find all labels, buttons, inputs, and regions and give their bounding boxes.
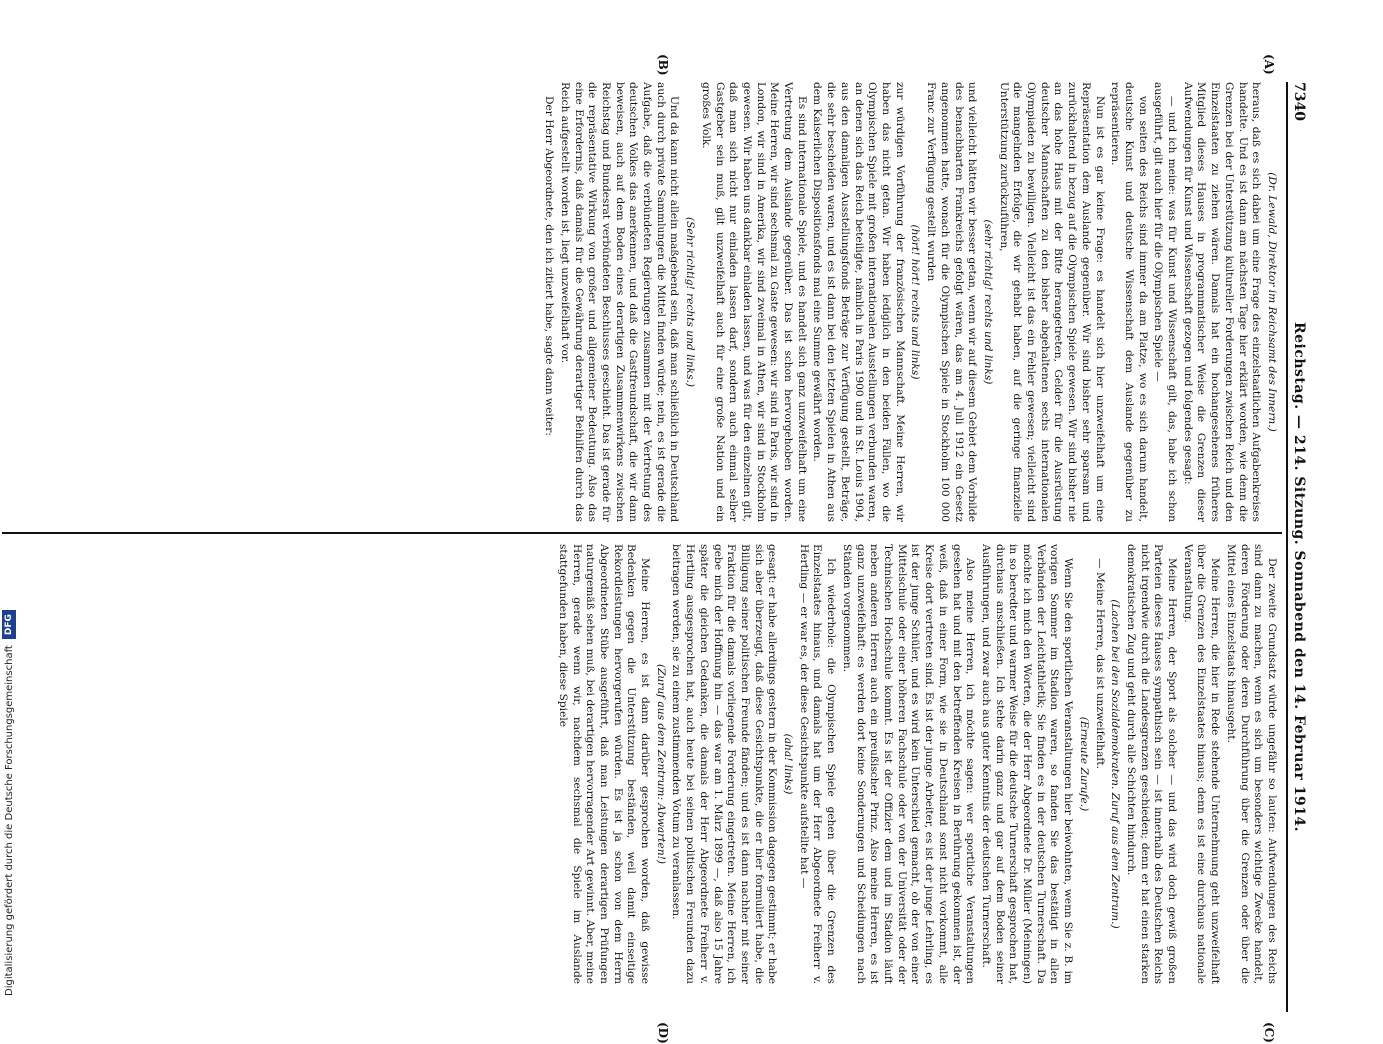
interjection: (hört! hört! rechts und links) bbox=[909, 224, 922, 380]
column-divider bbox=[2, 532, 1282, 534]
page-header bbox=[1288, 82, 1310, 1012]
margin-mark-c: (C) bbox=[1262, 1022, 1276, 1043]
interjection: (Erneute Zurufe.) bbox=[1077, 716, 1090, 812]
paragraph: — Meine Herren, das ist unzweifelhaft. bbox=[1093, 558, 1106, 769]
paragraph: Wenn Sie den sportlichen Veranstaltungen hier beiwohnten, wenn Sie z. B. im vorigen Sommer im Stadion waren, so fanden Sie das bestätigt in allen Verbänden der Leichtathletik; Sie finden es in der deutschen Turnerschaft. Da möchte ich mich den Worten, die der Herr Abgeordnete Dr. Müller (Meiningen) in so beredter und warmer Weise für die deutsche Turnerschaft gesprochen hat, durchaus anschließen. Ich stehe darin ganz und gar auf dem Boden seiner Ausführungen, und zwar auch aus guter Kenntnis der deutschen Turnerschaft. bbox=[979, 544, 1075, 984]
page-title: Reichstag. — 214. Sitzung. Sonnabend den 14. Februar 1914. bbox=[1291, 321, 1307, 833]
paragraph: Es sind internationale Spiele, und es handelt sich ganz unzweifelhaft um eine Vertretung dem Auslande gegenüber. Das ist schon hervorgehoben worden. Meine Herren, wir sind sechsmal zu Gaste gewesen: wir sind in Paris, wir sind in London, wir sind in Amerika, wir sind zweimal in Athen, wir sind in Stockholm gewesen. Wir haben uns dankbar einladen lassen, und was für den einzelnen gilt, daß man sich nicht nur einladen lassen darf, sondern auch einmal selber Gastgeber sein muß, gilt unzweifelhaft auch für eine große Nation und ein großes Volk. bbox=[699, 82, 808, 522]
paragraph: zur würdigen Vorführung der französischen Mannschaft. Meine Herren, wir haben das nicht getan. Wir haben lediglich in den beiden Fällen, wo die Olympischen Spiele mit großen internationalen Ausstellungen verbunden waren, an denen sich das Reich beteiligte, nämlich in Paris 1900 und in St. Louis 1904, aus den damaligen Ausstellungsfonds Beträge zur Verfügung gestellt, Beträge, die sehr bescheiden waren, und es ist dann bei den letzten Spielen in Athen aus dem Kaiserlichen Dispositionsfonds mal eine Summe gewährt worden. bbox=[811, 82, 906, 522]
right-column bbox=[8, 544, 1278, 984]
interjection: (sehr richtig! rechts und links) bbox=[981, 219, 994, 385]
paragraph: Der zweite Grundsatz würde ungefähr so lauten: Aufwendungen des Reichs sind dann zu machen, wenn es sich um besonders wichtige Zwecke handelt, deren Förderung oder deren Durchführung über die Grenzen oder über die Mittel eines Einzelstaats hinausgeht. bbox=[1224, 544, 1278, 984]
interjection: (Zuruf aus dem Zentrum: Abwarten!) bbox=[654, 663, 667, 865]
paragraph: Ich wiederhole: die Olympischen Spiele gehen über die Grenzen des Einzelstaates hinaus, und damals hat um der Herr Abgeordnete Freiherr v. Hertling — er war es, der diese Gesichtspunkte aufstellte hat — bbox=[797, 544, 838, 984]
paragraph: Nun ist es gar keine Frage: es handelt sich hier unzweifelhaft um eine Repräsentation dem Auslande gegenüber. Wir sind bisher sehr sparsam und zurückhaltend in bezug auf die Olympischen Spiele gewesen. Wir sind bisher nie an das hohe Haus mit der Bitte herangetreten, Gelder für die Ausrüstung deutscher Mannschaften zu den bisher abgehaltenen sechs internationalen Olympiaden zu bewilligen. Vielleicht ist das ein Fehler gewesen; vielleicht sind die mangelnden Erfolge, die wir gehabt haben, auf die geringe finanzielle Unterstützung zurückzuführen, bbox=[997, 82, 1106, 522]
margin-mark-a: (A) bbox=[1262, 54, 1276, 75]
interjection: (Lachen bei den Sozialdemokraten. Zuruf aus dem Zentrum.) bbox=[1109, 599, 1122, 929]
paragraph: Der Herr Abgeordnete, den ich zitiert habe, sagte dann weiter: bbox=[543, 96, 556, 436]
paragraph: Meine Herren, der Sport als solcher — und das wird doch gewiß großen Parteien dieses Hauses sympathisch sein — ist innerhalb des Deutschen Reichs nicht irgendwie durch die Landesgrenzen geschieden; denn er hat einen starken demokratischen Zug und geht durch alle Schichten hindurch. bbox=[1124, 544, 1179, 984]
margin-mark-b: (B) bbox=[656, 54, 670, 76]
paragraph: gesagt: er habe allerdings gestern in der Kommission dagegen gestimmt; er habe sich aber überzeugt, daß diese Gesichtspunkte, die er hier formuliert habe, die Billigung seiner politischen Freunde fänden; und es ist dann nachher mit seiner Fraktion für die damals vorliegende Forderung eingetreten. Meine Herren, ich gebe mich der Hoffnung hin — das war am 1. März 1899 —, daß also 15 Jahre später die gleichen Gedanken, die damals der Herr Abgeordnete Freiherr v. Hertling ausgesprochen hat, auch heute bei seinen politischen Freunden dazu beitragen werden, sie zu einem zustimmenden Votum zu veranlassen. bbox=[670, 544, 779, 984]
paragraph: Meine Herren, es ist dann darüber gesprochen worden, daß gewisse Bedenken gegen die Unterstützung beständen, weil damit einseitige Rekordleistungen hervorgerufen würden. Es ist ja schon von dem Herrn Abgeordneten Stübe ausgeführt, daß man Leistungen derartigen Prüfungen naturgemäß sehen muß, bei derartigen hervorragender Art gewinnt. Aber, meine Herren, gerade wenn wir, nachdem sechsmal die Spiele im Auslande stattgefunden haben, diese Spiele bbox=[556, 544, 652, 984]
margin-mark-d: (D) bbox=[656, 1022, 670, 1044]
rotated-page bbox=[0, 54, 1310, 1044]
interjection: (aha! links) bbox=[782, 733, 795, 795]
credit-text: Digitalisierung gefördert durch die Deutsche Forschungsgemeinschaft bbox=[3, 645, 15, 996]
paragraph: Und da kann nicht allein maßgebend sein, daß man schließlich in Deutschland auch durch private Sammlungen die Mittel finden würde; nein, es ist gerade die Aufgabe, daß die verbündeten Regierungen zusammen mit der Vertretung des deutschen Volkes das anerkennen, und daß die Gastfreundschaft, die wir dann beweisen, auch auf dem Boden eines derartigen Zusammenwirkens zwischen Reichstag und Bundesrat verbündeten Beschlusses geschieht. Das ist gerade für die repräsentative Wirkung von großer und allgemeiner Bedeutung. Also das eine Erfordernis, daß damals für die Gewährung derartiger Beihilfen durch das Reich aufgestellt worden ist, liegt unzweifelhaft vor. bbox=[558, 82, 681, 522]
paragraph: Also meine Herren, ich möchte sagen: wer sportliche Veranstaltungen gesehen hat und mit den betreffenden Kreisen in Berührung gekommen ist, der weiß, daß in einer Form, wie sie in Deutschland sonst nicht vorkommt, alle Kreise dort vertreten sind. Es ist der junge Arbeiter, es ist der junge Lehrling, es ist der junge Schüler, und es wird kein Unterschied gemacht, ob der von einer Mittelschule oder einer höheren Fachschule oder von der Universität oder der Technischen Hochschule kommt. Es ist der Offizier dem und im Stadion läuft neben anderen Herren auch ein preußischer Prinz. Also meine Herren, es ist ganz unzweifelhaft: es werden dort keine Sonderungen und Scheidungen nach Ständen vorgenommen. bbox=[840, 544, 977, 984]
page-number: 7340 bbox=[1291, 82, 1307, 121]
paragraph: — und ich meine: was für Kunst und Wissenschaft gilt, das, habe ich schon ausgeführt, gilt auch hier für die Olympischen Spiele — bbox=[1152, 82, 1179, 522]
interjection: (Sehr richtig! rechts und links.) bbox=[684, 216, 697, 388]
dfg-logo: DFG bbox=[2, 610, 16, 639]
speaker-line: (Dr. Lewald, Direktor im Reichsamt des Innern.) bbox=[1266, 172, 1278, 432]
digitization-credit bbox=[2, 6, 16, 996]
left-column bbox=[8, 82, 1278, 522]
header-rule bbox=[1286, 82, 1288, 1012]
paragraph: Meine Herren, die hier in Rede stehende Unternehmung geht unzweifelhaft über die Grenzen des Einzelstaates hinaus; denn es ist eine durchaus nationale Veranstaltung. bbox=[1181, 544, 1222, 984]
paragraph: heraus, daß es sich dabei um eine Frage des einzelstaatlichen Aufgabenkreises handelte. Und es ist dann am nächsten Tage hier erklärt worden, wie denn die Grenzen bei der Unterstützung kultureller Forderungen zwischen Reich und den Einzelstaaten zu ziehen wären. Damals hat ein hochangesehenes früheres Mitglied dieses Hauses in programmatischer Weise die Grenzen dieser Aufwendungen für Kunst und Wissenschaft gezogen und folgendes gesagt: bbox=[1181, 82, 1263, 522]
paragraph: und vielleicht hätten wir besser getan, wenn wir auf diesem Gebiet dem Vorbilde des benachbarten Frankreichs gefolgt wären, das am 4. Juli 1912 ein Gesetz angenommen hatte, wonach für die Olympischen Spiele in Stockholm 100 000 Franc zur Verfügung gestellt wurden bbox=[925, 82, 979, 522]
paragraph: von seiten des Reichs sind immer da am Platze, wo es sich darum handelt, deutsche Kunst und deutsche Wissenschaft dem Auslande gegenüber zu repräsentieren. bbox=[1109, 82, 1149, 522]
